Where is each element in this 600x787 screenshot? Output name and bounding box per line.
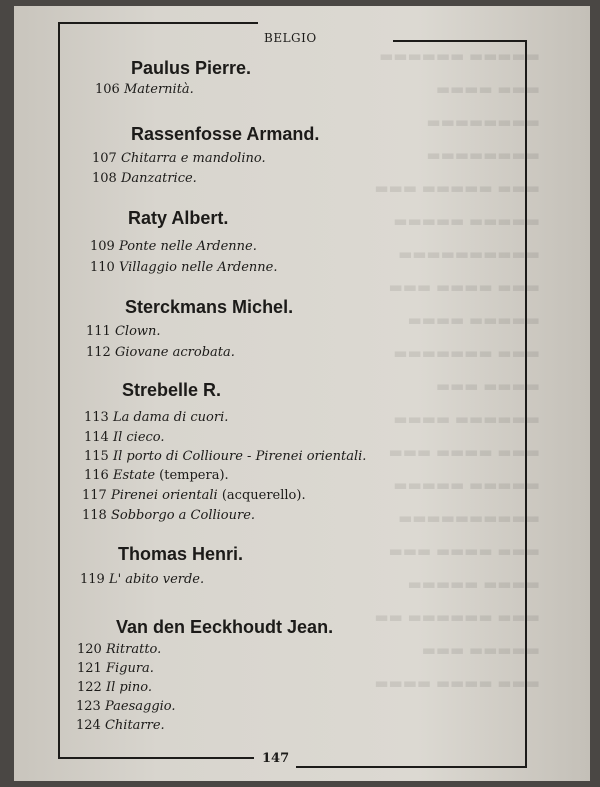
catalog-entry (90, 258, 278, 278)
frame-border-right (525, 40, 527, 766)
artist-heading: Thomas Henri. (118, 544, 244, 564)
entry-title: Clown. (114, 324, 161, 339)
catalog-entry (82, 486, 306, 506)
entry-title: Estate (112, 468, 156, 483)
entry-title: Villaggio nelle Ardenne. (118, 260, 278, 275)
entry-title: Figura. (105, 661, 154, 676)
catalog-entry (77, 659, 154, 679)
entry-title: L' abito verde. (108, 572, 205, 587)
entry-title: Maternità. (123, 82, 194, 97)
entry-number: 111 (86, 324, 111, 339)
entry-number: 119 (80, 572, 105, 587)
catalog-entry (77, 640, 161, 660)
catalog-entry (77, 678, 152, 698)
entry-number: 112 (86, 345, 111, 360)
entry-title: Il cieco. (112, 430, 165, 445)
catalog-entry (76, 716, 165, 736)
entry-title: Giovane acrobata. (114, 345, 235, 360)
entry-title: Paesaggio. (104, 699, 176, 714)
entry-number: 107 (92, 151, 117, 166)
entry-title: Danzatrice. (120, 171, 197, 186)
entry-number: 123 (76, 699, 101, 714)
catalog-entry (84, 428, 165, 448)
entry-number: 117 (82, 488, 107, 503)
entry-title: Ponte nelle Ardenne. (118, 239, 257, 254)
entry-title: Il pino. (105, 680, 152, 695)
entry-number: 121 (77, 661, 102, 676)
frame-border-left (58, 22, 60, 757)
entry-number: 116 (84, 468, 109, 483)
running-head: BELGIO (264, 31, 317, 45)
entry-title: Sobborgo a Collioure. (110, 508, 256, 523)
page-number: 147 (262, 751, 290, 766)
entry-number: 114 (84, 430, 109, 445)
artist-heading: Raty Albert. (128, 208, 229, 228)
catalog-entry (84, 466, 229, 486)
entry-title: La dama di cuori. (112, 410, 229, 425)
frame-border-top-right (393, 40, 527, 42)
entry-title: Pirenei orientali (110, 488, 218, 503)
artist-heading: Sterckmans Michel. (125, 297, 294, 317)
catalog-entry (90, 237, 257, 257)
frame-border-top-left (58, 22, 258, 24)
entry-number: 110 (90, 260, 115, 275)
catalog-entry (95, 80, 194, 100)
catalog-entry (84, 408, 228, 428)
entry-number: 109 (90, 239, 115, 254)
catalog-entry (80, 570, 204, 590)
catalog-entry (76, 697, 176, 717)
catalog-entry (92, 149, 266, 169)
frame-border-bottom-left (58, 757, 254, 759)
entry-number: 113 (84, 410, 109, 425)
artist-heading: Van den Eeckhoudt Jean. (116, 617, 334, 637)
catalog-entry (86, 343, 235, 363)
catalog-entry (84, 447, 366, 467)
entry-title: Chitarre. (104, 718, 165, 733)
entry-title: Chitarra e mandolino. (120, 151, 266, 166)
entry-number: 106 (95, 82, 120, 97)
catalog-entry (86, 322, 161, 342)
frame-border-bottom-right (296, 766, 527, 768)
entry-number: 122 (77, 680, 102, 695)
catalog-entry (92, 169, 197, 189)
entry-number: 120 (77, 642, 102, 657)
entry-note: (tempera). (159, 468, 229, 483)
entry-note: (acquerello). (221, 488, 306, 503)
entry-title: Ritratto. (105, 642, 162, 657)
catalog-entry (82, 506, 255, 526)
entry-number: 124 (76, 718, 101, 733)
artist-heading: Paulus Pierre. (131, 58, 252, 78)
artist-heading: Strebelle R. (122, 380, 222, 400)
entry-title: Il porto di Collioure - Pirenei orientali. (112, 449, 367, 464)
entry-number: 115 (84, 449, 109, 464)
entry-number: 118 (82, 508, 107, 523)
artist-heading: Rassenfosse Armand. (131, 124, 320, 144)
entry-number: 108 (92, 171, 117, 186)
